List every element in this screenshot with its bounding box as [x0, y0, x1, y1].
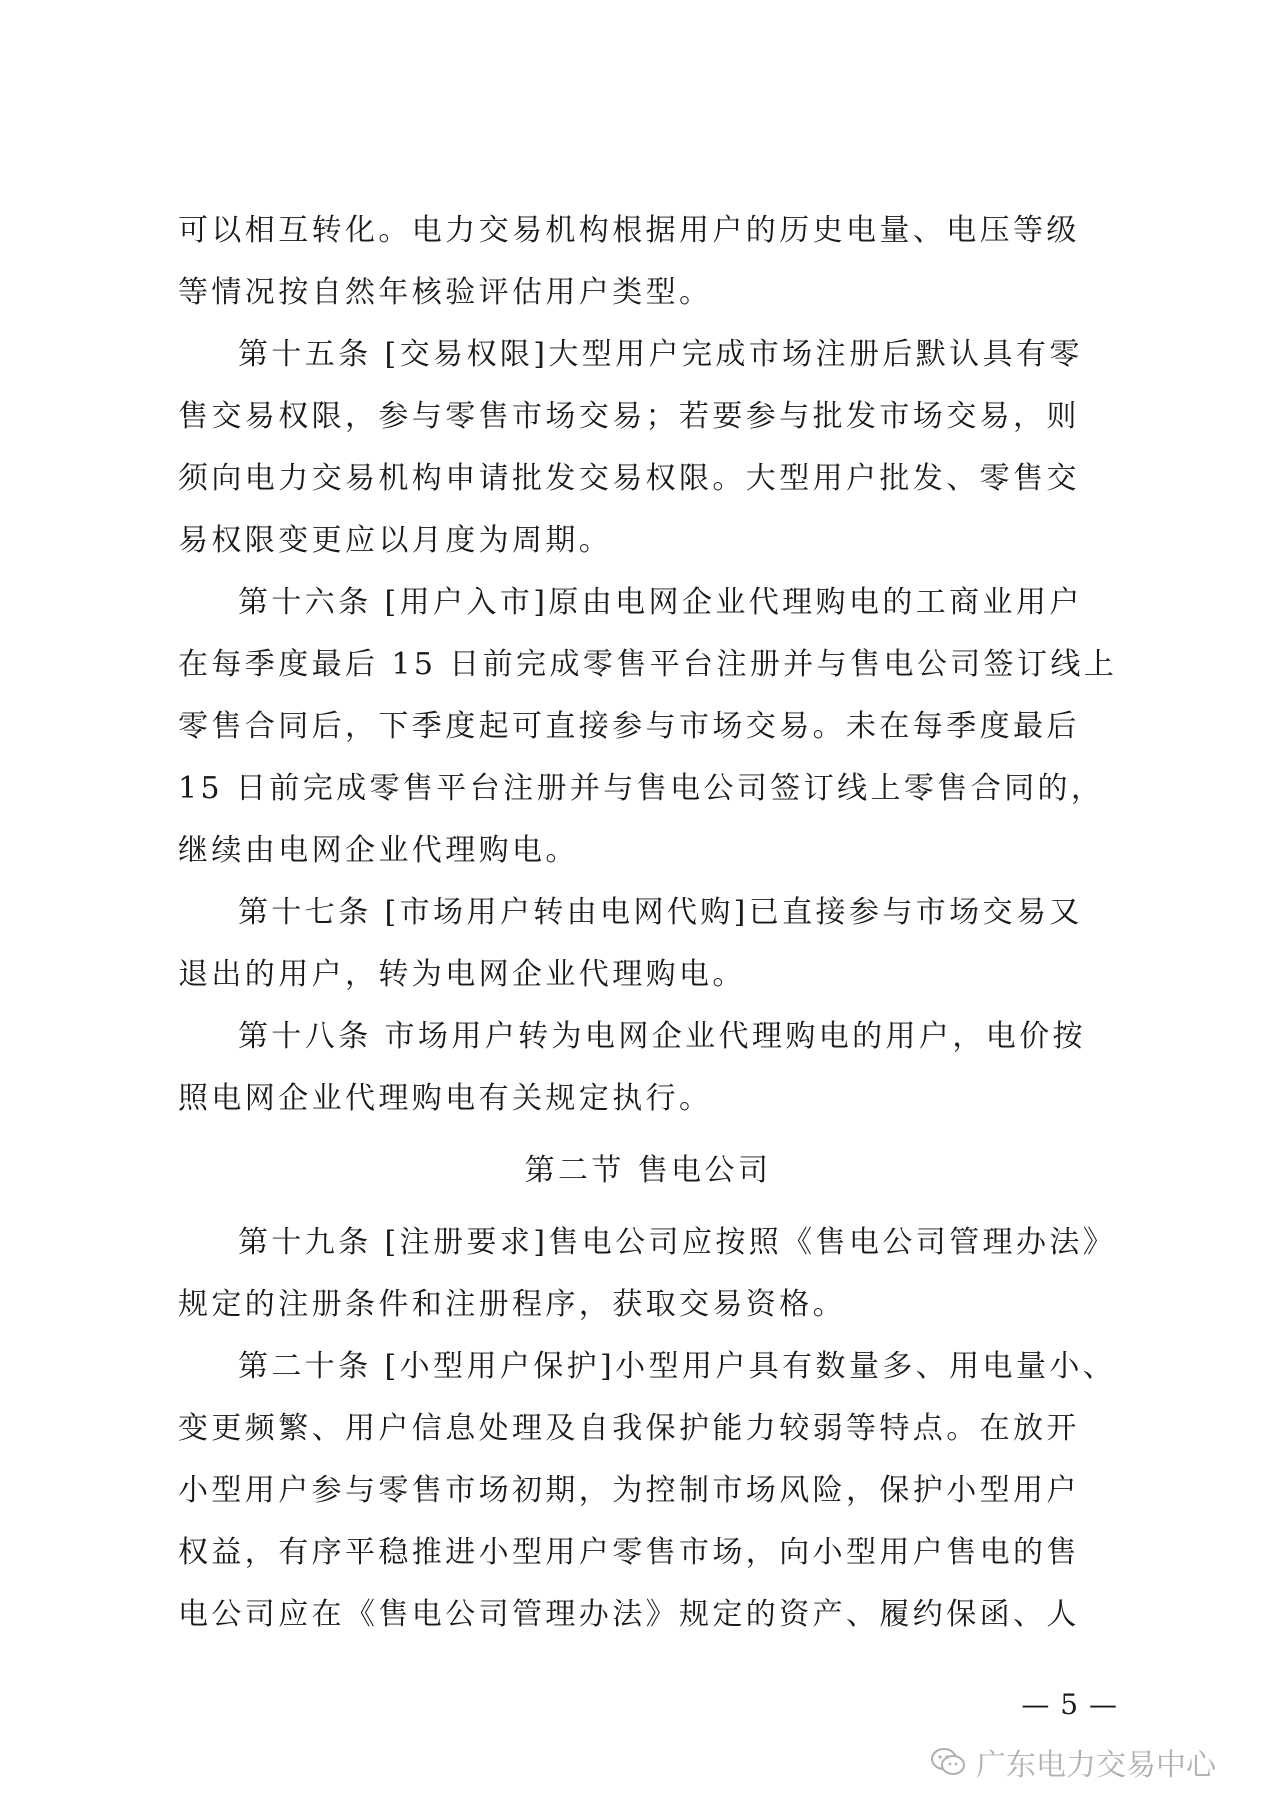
text-line: 第十六条 [用户入市]原由电网企业代理购电的工商业用户: [238, 585, 1083, 620]
watermark: [930, 1740, 1216, 1784]
text-line: 继续由电网企业代理购电。: [178, 833, 579, 868]
watermark-text: 广东电力交易中心: [976, 1748, 1216, 1783]
text-line: 规定的注册条件和注册程序，获取交易资格。: [178, 1287, 846, 1322]
document-body: [178, 200, 1118, 1646]
wechat-icon: [930, 1746, 966, 1778]
article-19: [178, 1212, 1118, 1336]
text-line: 小型用户参与零售市场初期，为控制市场风险，保护小型用户: [178, 1473, 1080, 1508]
text-line: 第二十条 [小型用户保护]小型用户具有数量多、用电量小、: [238, 1349, 1117, 1384]
text-line: 变更频繁、用户信息处理及自我保护能力较弱等特点。在放开: [178, 1411, 1080, 1446]
text-line: 权益，有序平稳推进小型用户零售市场，向小型用户售电的售: [178, 1535, 1080, 1570]
page-number: — 5 —: [1021, 1688, 1118, 1721]
text-line: 可以相互转化。电力交易机构根据用户的历史电量、电压等级: [178, 213, 1080, 248]
text-line: 在每季度最后 15 日前完成零售平台注册并与售电公司签订线上: [178, 647, 1118, 682]
text-line: 第十九条 [注册要求]售电公司应按照《售电公司管理办法》: [238, 1225, 1117, 1260]
section-heading: 第二节 售电公司: [524, 1153, 772, 1188]
article-18: [178, 1006, 1118, 1130]
text-line: 照电网企业代理购电有关规定执行。: [178, 1081, 713, 1116]
text-line: 退出的用户，转为电网企业代理购电。: [178, 957, 746, 992]
text-line: 第十五条 [交易权限]大型用户完成市场注册后默认具有零: [238, 337, 1083, 372]
paragraph-continuation: [178, 200, 1118, 324]
article-17: [178, 882, 1118, 1006]
article-16: [178, 572, 1118, 882]
text-line: 易权限变更应以月度为周期。: [178, 523, 613, 558]
article-20: [178, 1336, 1118, 1646]
text-line: 15 日前完成零售平台注册并与售电公司签订线上零售合同的，: [178, 771, 1105, 806]
article-15: [178, 324, 1118, 572]
text-line: 第十八条 市场用户转为电网企业代理购电的用户，电价按: [238, 1019, 1086, 1054]
text-line: 第十七条 [市场用户转由电网代购]已直接参与市场交易又: [238, 895, 1083, 930]
text-line: 售交易权限，参与零售市场交易；若要参与批发市场交易，则: [178, 399, 1080, 434]
text-line: 零售合同后，下季度起可直接参与市场交易。未在每季度最后: [178, 709, 1080, 744]
text-line: 等情况按自然年核验评估用户类型。: [178, 275, 713, 310]
text-line: 须向电力交易机构申请批发交易权限。大型用户批发、零售交: [178, 461, 1080, 496]
text-line: 电公司应在《售电公司管理办法》规定的资产、履约保函、人: [178, 1597, 1080, 1632]
